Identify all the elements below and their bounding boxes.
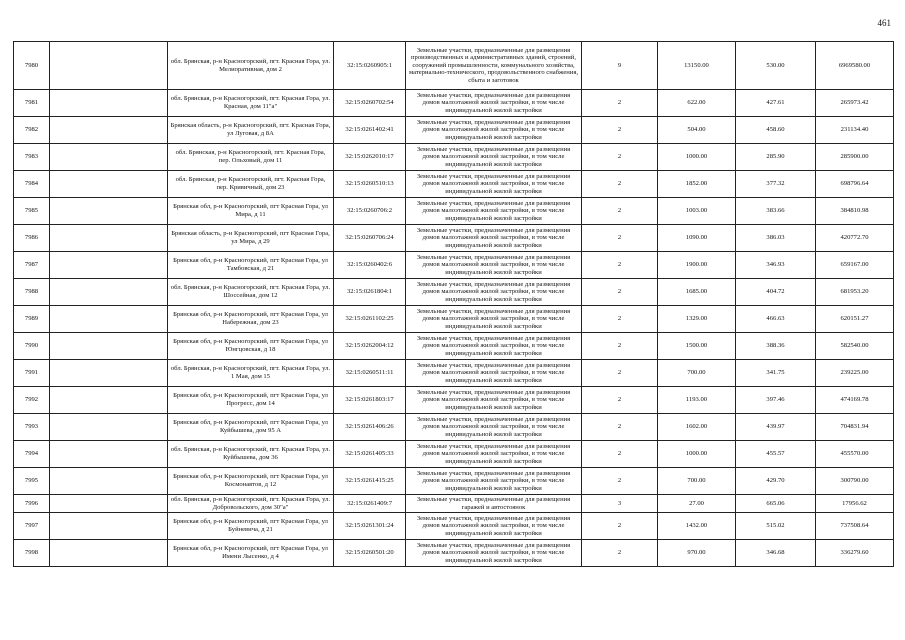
- area-cell: 1685.00: [658, 279, 736, 306]
- cadastral-number-cell: 32:15:0261406:26: [334, 414, 406, 441]
- row-number-cell: 7992: [14, 387, 50, 414]
- address-cell: Брянская область, р-н Красногорский, пгт. Красная Гора, ул Луговая, д 8А: [168, 117, 334, 144]
- row-number-cell: 7986: [14, 225, 50, 252]
- table-row: [14, 171, 894, 198]
- row-number-cell: 7990: [14, 333, 50, 360]
- land-use-category-cell: Земельные участки, предназначенные для размещения домов малоэтажной жилой застройки, в том числе индивидуальной жилой застройки: [406, 513, 582, 540]
- row-number-cell: 7998: [14, 540, 50, 567]
- land-use-category-cell: Земельные участки, предназначенные для размещения производственных и административных зданий, строений, сооружений промышленности, коммунального хозяйства, материально-технического, продовольственного снабжения, сбыта и заготовок: [406, 42, 582, 90]
- group-code-cell: 2: [582, 171, 658, 198]
- cadastral-number-cell: 32:15:0261803:17: [334, 387, 406, 414]
- land-use-category-cell: Земельные участки, предназначенные для размещения домов малоэтажной жилой застройки, в том числе индивидуальной жилой застройки: [406, 387, 582, 414]
- row-number-cell: 7982: [14, 117, 50, 144]
- address-cell: обл. Брянская, р-н Красногорский, пгт. Красная Гора, ул. 1 Мая, дом 15: [168, 360, 334, 387]
- table-row: [14, 252, 894, 279]
- specific-value-cell: 466.63: [736, 306, 816, 333]
- area-cell: 27.00: [658, 495, 736, 513]
- cadastral-number-cell: 32:15:0260905:1: [334, 42, 406, 90]
- address-cell: обл. Брянская, р-н Красногорский, пгт. Красная Гора, ул. Шоссейная, дом 12: [168, 279, 334, 306]
- group-code-cell: 2: [582, 360, 658, 387]
- blank-cell: [50, 441, 168, 468]
- row-number-cell: 7980: [14, 42, 50, 90]
- table-row: [14, 144, 894, 171]
- address-cell: обл. Брянская, р-н Красногорский, пгт. Красная Гора, пер. Кривичный, дом 23: [168, 171, 334, 198]
- specific-value-cell: 346.68: [736, 540, 816, 567]
- group-code-cell: 2: [582, 90, 658, 117]
- cadastral-number-cell: 32:15:0260510:13: [334, 171, 406, 198]
- table-row: [14, 333, 894, 360]
- cadastral-number-cell: 32:15:0260402:6: [334, 252, 406, 279]
- table-row: [14, 279, 894, 306]
- blank-cell: [50, 306, 168, 333]
- group-code-cell: 9: [582, 42, 658, 90]
- group-code-cell: 2: [582, 306, 658, 333]
- land-use-category-cell: Земельные участки, предназначенные для размещения домов малоэтажной жилой застройки, в том числе индивидуальной жилой застройки: [406, 414, 582, 441]
- area-cell: 1900.00: [658, 252, 736, 279]
- table-row: [14, 90, 894, 117]
- land-use-category-cell: Земельные участки, предназначенные для размещения домов малоэтажной жилой застройки, в том числе индивидуальной жилой застройки: [406, 117, 582, 144]
- blank-cell: [50, 171, 168, 198]
- cadastral-number-cell: 32:15:0260501:20: [334, 540, 406, 567]
- cadastral-value-cell: 17956.62: [816, 495, 894, 513]
- table-row: [14, 117, 894, 144]
- cadastral-number-cell: 32:15:0262010:17: [334, 144, 406, 171]
- land-use-category-cell: Земельные участки, предназначенные для размещения домов малоэтажной жилой застройки, в том числе индивидуальной жилой застройки: [406, 441, 582, 468]
- land-use-category-cell: Земельные участки, предназначенные для размещения домов малоэтажной жилой застройки, в том числе индивидуальной жилой застройки: [406, 171, 582, 198]
- cadastral-number-cell: 32:15:0261804:1: [334, 279, 406, 306]
- blank-cell: [50, 540, 168, 567]
- blank-cell: [50, 90, 168, 117]
- area-cell: 1432.00: [658, 513, 736, 540]
- land-use-category-cell: Земельные участки, предназначенные для размещения домов малоэтажной жилой застройки, в том числе индивидуальной жилой застройки: [406, 306, 582, 333]
- specific-value-cell: 383.66: [736, 198, 816, 225]
- area-cell: 1602.00: [658, 414, 736, 441]
- cadastral-value-cell: 620151.27: [816, 306, 894, 333]
- specific-value-cell: 397.46: [736, 387, 816, 414]
- table-row: [14, 387, 894, 414]
- blank-cell: [50, 117, 168, 144]
- row-number-cell: 7987: [14, 252, 50, 279]
- cadastral-value-cell: 659167.00: [816, 252, 894, 279]
- cadastral-number-cell: 32:15:0260702:54: [334, 90, 406, 117]
- area-cell: 1003.00: [658, 198, 736, 225]
- blank-cell: [50, 414, 168, 441]
- address-cell: обл. Брянская, р-н Красногорский, пгт. Красная Гора, ул. Красная, дом 11"а": [168, 90, 334, 117]
- specific-value-cell: 377.32: [736, 171, 816, 198]
- row-number-cell: 7983: [14, 144, 50, 171]
- area-cell: 13150.00: [658, 42, 736, 90]
- blank-cell: [50, 279, 168, 306]
- area-cell: 1329.00: [658, 306, 736, 333]
- cadastral-value-cell: 265973.42: [816, 90, 894, 117]
- area-cell: 700.00: [658, 360, 736, 387]
- land-use-category-cell: Земельные участки, предназначенные для размещения домов малоэтажной жилой застройки, в том числе индивидуальной жилой застройки: [406, 144, 582, 171]
- area-cell: 1852.00: [658, 171, 736, 198]
- specific-value-cell: 530.00: [736, 42, 816, 90]
- table-row: [14, 495, 894, 513]
- cadastral-value-cell: 582540.00: [816, 333, 894, 360]
- cadastral-number-cell: 32:15:0261102:25: [334, 306, 406, 333]
- address-cell: Брянская обл, р-н Красногорский, пгт Красная Гора, ул Космонавтов, д 12: [168, 468, 334, 495]
- cadastral-value-cell: 737508.64: [816, 513, 894, 540]
- area-cell: 504.00: [658, 117, 736, 144]
- table-row: [14, 441, 894, 468]
- group-code-cell: 2: [582, 117, 658, 144]
- blank-cell: [50, 252, 168, 279]
- address-cell: обл. Брянская, р-н Красногорский, пгт. Красная Гора, пер. Ольховый, дом 11: [168, 144, 334, 171]
- table-row: [14, 42, 894, 90]
- cadastral-value-cell: 6969580.00: [816, 42, 894, 90]
- blank-cell: [50, 144, 168, 171]
- area-cell: 700.00: [658, 468, 736, 495]
- row-number-cell: 7996: [14, 495, 50, 513]
- cadastral-number-cell: 32:15:0261402:41: [334, 117, 406, 144]
- land-use-category-cell: Земельные участки, предназначенные для размещения домов малоэтажной жилой застройки, в том числе индивидуальной жилой застройки: [406, 90, 582, 117]
- group-code-cell: 2: [582, 441, 658, 468]
- group-code-cell: 2: [582, 333, 658, 360]
- table-row: [14, 225, 894, 252]
- cadastral-value-cell: 300790.00: [816, 468, 894, 495]
- specific-value-cell: 515.02: [736, 513, 816, 540]
- table-row: [14, 414, 894, 441]
- address-cell: Брянская обл, р-н Красногорский, пгт Красная Гора, ул Имени Лысенко, д 4: [168, 540, 334, 567]
- table-row: [14, 198, 894, 225]
- group-code-cell: 2: [582, 414, 658, 441]
- cadastral-value-cell: 336279.60: [816, 540, 894, 567]
- cadastral-value-cell: 231134.40: [816, 117, 894, 144]
- land-use-category-cell: Земельные участки, предназначенные для размещения домов малоэтажной жилой застройки, в том числе индивидуальной жилой застройки: [406, 198, 582, 225]
- address-cell: обл. Брянская, р-н Красногорский, пгт. Красная Гора, ул. Мелиоративная, дом 2: [168, 42, 334, 90]
- specific-value-cell: 388.36: [736, 333, 816, 360]
- address-cell: Брянская обл, р-н Красногорский, пгт Красная Гора, ул Буйневича, д 21: [168, 513, 334, 540]
- address-cell: обл. Брянская, р-н Красногорский, пгт. Красная Гора, ул. Куйбышева, дом 36: [168, 441, 334, 468]
- blank-cell: [50, 468, 168, 495]
- cadastral-value-cell: 285900.00: [816, 144, 894, 171]
- address-cell: Брянская обл, р-н Красногорский, пгт Красная Гора, ул Мира, д 11: [168, 198, 334, 225]
- row-number-cell: 7988: [14, 279, 50, 306]
- blank-cell: [50, 387, 168, 414]
- specific-value-cell: 455.57: [736, 441, 816, 468]
- cadastral-number-cell: 32:15:0261301:24: [334, 513, 406, 540]
- cadastral-value-cell: 420772.70: [816, 225, 894, 252]
- group-code-cell: 2: [582, 468, 658, 495]
- table-row: [14, 306, 894, 333]
- specific-value-cell: 386.03: [736, 225, 816, 252]
- address-cell: Брянская обл, р-н Красногорский, пгт Красная Гора, ул Набережная, дом 23: [168, 306, 334, 333]
- blank-cell: [50, 495, 168, 513]
- row-number-cell: 7994: [14, 441, 50, 468]
- address-cell: обл. Брянская, р-н Красногорский, пгт. Красная Гора, ул. Добровольского, дом 30"а": [168, 495, 334, 513]
- group-code-cell: 2: [582, 387, 658, 414]
- area-cell: 970.00: [658, 540, 736, 567]
- area-cell: 1000.00: [658, 441, 736, 468]
- specific-value-cell: 439.97: [736, 414, 816, 441]
- row-number-cell: 7995: [14, 468, 50, 495]
- table-row: [14, 468, 894, 495]
- row-number-cell: 7981: [14, 90, 50, 117]
- cadastral-value-table: [13, 41, 894, 567]
- group-code-cell: 2: [582, 252, 658, 279]
- group-code-cell: 2: [582, 540, 658, 567]
- area-cell: 1500.00: [658, 333, 736, 360]
- group-code-cell: 2: [582, 198, 658, 225]
- row-number-cell: 7991: [14, 360, 50, 387]
- cadastral-value-cell: 239225.00: [816, 360, 894, 387]
- group-code-cell: 2: [582, 225, 658, 252]
- cadastral-number-cell: 32:15:0260511:11: [334, 360, 406, 387]
- row-number-cell: 7993: [14, 414, 50, 441]
- cadastral-value-cell: 474169.78: [816, 387, 894, 414]
- specific-value-cell: 665.06: [736, 495, 816, 513]
- specific-value-cell: 346.93: [736, 252, 816, 279]
- area-cell: 1000.00: [658, 144, 736, 171]
- land-use-category-cell: Земельные участки, предназначенные для размещения домов малоэтажной жилой застройки, в том числе индивидуальной жилой застройки: [406, 540, 582, 567]
- blank-cell: [50, 198, 168, 225]
- cadastral-number-cell: 32:15:0261415:25: [334, 468, 406, 495]
- land-use-category-cell: Земельные участки, предназначенные для размещения домов малоэтажной жилой застройки, в том числе индивидуальной жилой застройки: [406, 279, 582, 306]
- land-use-category-cell: Земельные участки, предназначенные для размещения домов малоэтажной жилой застройки, в том числе индивидуальной жилой застройки: [406, 360, 582, 387]
- specific-value-cell: 404.72: [736, 279, 816, 306]
- blank-cell: [50, 225, 168, 252]
- specific-value-cell: 341.75: [736, 360, 816, 387]
- address-cell: Брянская обл, р-н Красногорский, пгт Красная Гора, ул Тамбовская, д 21: [168, 252, 334, 279]
- group-code-cell: 2: [582, 144, 658, 171]
- specific-value-cell: 427.61: [736, 90, 816, 117]
- group-code-cell: 2: [582, 279, 658, 306]
- table-row: [14, 513, 894, 540]
- cadastral-value-cell: 681953.20: [816, 279, 894, 306]
- cadastral-value-cell: 384810.98: [816, 198, 894, 225]
- row-number-cell: 7984: [14, 171, 50, 198]
- area-cell: 1193.00: [658, 387, 736, 414]
- specific-value-cell: 285.90: [736, 144, 816, 171]
- cadastral-number-cell: 32:15:0260706:2: [334, 198, 406, 225]
- cadastral-value-cell: 455570.00: [816, 441, 894, 468]
- row-number-cell: 7985: [14, 198, 50, 225]
- blank-cell: [50, 513, 168, 540]
- area-cell: 1090.00: [658, 225, 736, 252]
- specific-value-cell: 429.70: [736, 468, 816, 495]
- group-code-cell: 3: [582, 495, 658, 513]
- land-use-category-cell: Земельные участки, предназначенные для размещения домов малоэтажной жилой застройки, в том числе индивидуальной жилой застройки: [406, 252, 582, 279]
- address-cell: Брянская обл, р-н Красногорский, пгт Красная Гора, ул Юнгцовская, д 18: [168, 333, 334, 360]
- blank-cell: [50, 360, 168, 387]
- cadastral-number-cell: 32:15:0261405:33: [334, 441, 406, 468]
- cadastral-value-cell: 698796.64: [816, 171, 894, 198]
- page-number: 461: [877, 18, 891, 28]
- table-row: [14, 360, 894, 387]
- group-code-cell: 2: [582, 513, 658, 540]
- blank-cell: [50, 42, 168, 90]
- area-cell: 622.00: [658, 90, 736, 117]
- cadastral-value-cell: 704831.94: [816, 414, 894, 441]
- cadastral-number-cell: 32:15:0262004:12: [334, 333, 406, 360]
- land-use-category-cell: Земельные участки, предназначенные для размещения домов малоэтажной жилой застройки, в том числе индивидуальной жилой застройки: [406, 468, 582, 495]
- blank-cell: [50, 333, 168, 360]
- address-cell: Брянская обл, р-н Красногорский, пгт Красная Гора, ул Куйбышева, дом 95 А: [168, 414, 334, 441]
- address-cell: Брянская область, р-н Красногорский, пгт Красная Гора, ул Мира, д 29: [168, 225, 334, 252]
- cadastral-number-cell: 32:15:0261409:7: [334, 495, 406, 513]
- table-row: [14, 540, 894, 567]
- address-cell: Брянская обл, р-н Красногорский, пгт Красная Гора, ул Прогресс, дом 14: [168, 387, 334, 414]
- specific-value-cell: 458.60: [736, 117, 816, 144]
- cadastral-number-cell: 32:15:0260706:24: [334, 225, 406, 252]
- land-use-category-cell: Земельные участки, предназначенные для размещения домов малоэтажной жилой застройки, в том числе индивидуальной жилой застройки: [406, 225, 582, 252]
- land-use-category-cell: Земельные участки, предназначенные для размещения домов малоэтажной жилой застройки, в том числе индивидуальной жилой застройки: [406, 333, 582, 360]
- row-number-cell: 7997: [14, 513, 50, 540]
- land-use-category-cell: Земельные участки, предназначенные для размещения гаражей и автостоянок: [406, 495, 582, 513]
- row-number-cell: 7989: [14, 306, 50, 333]
